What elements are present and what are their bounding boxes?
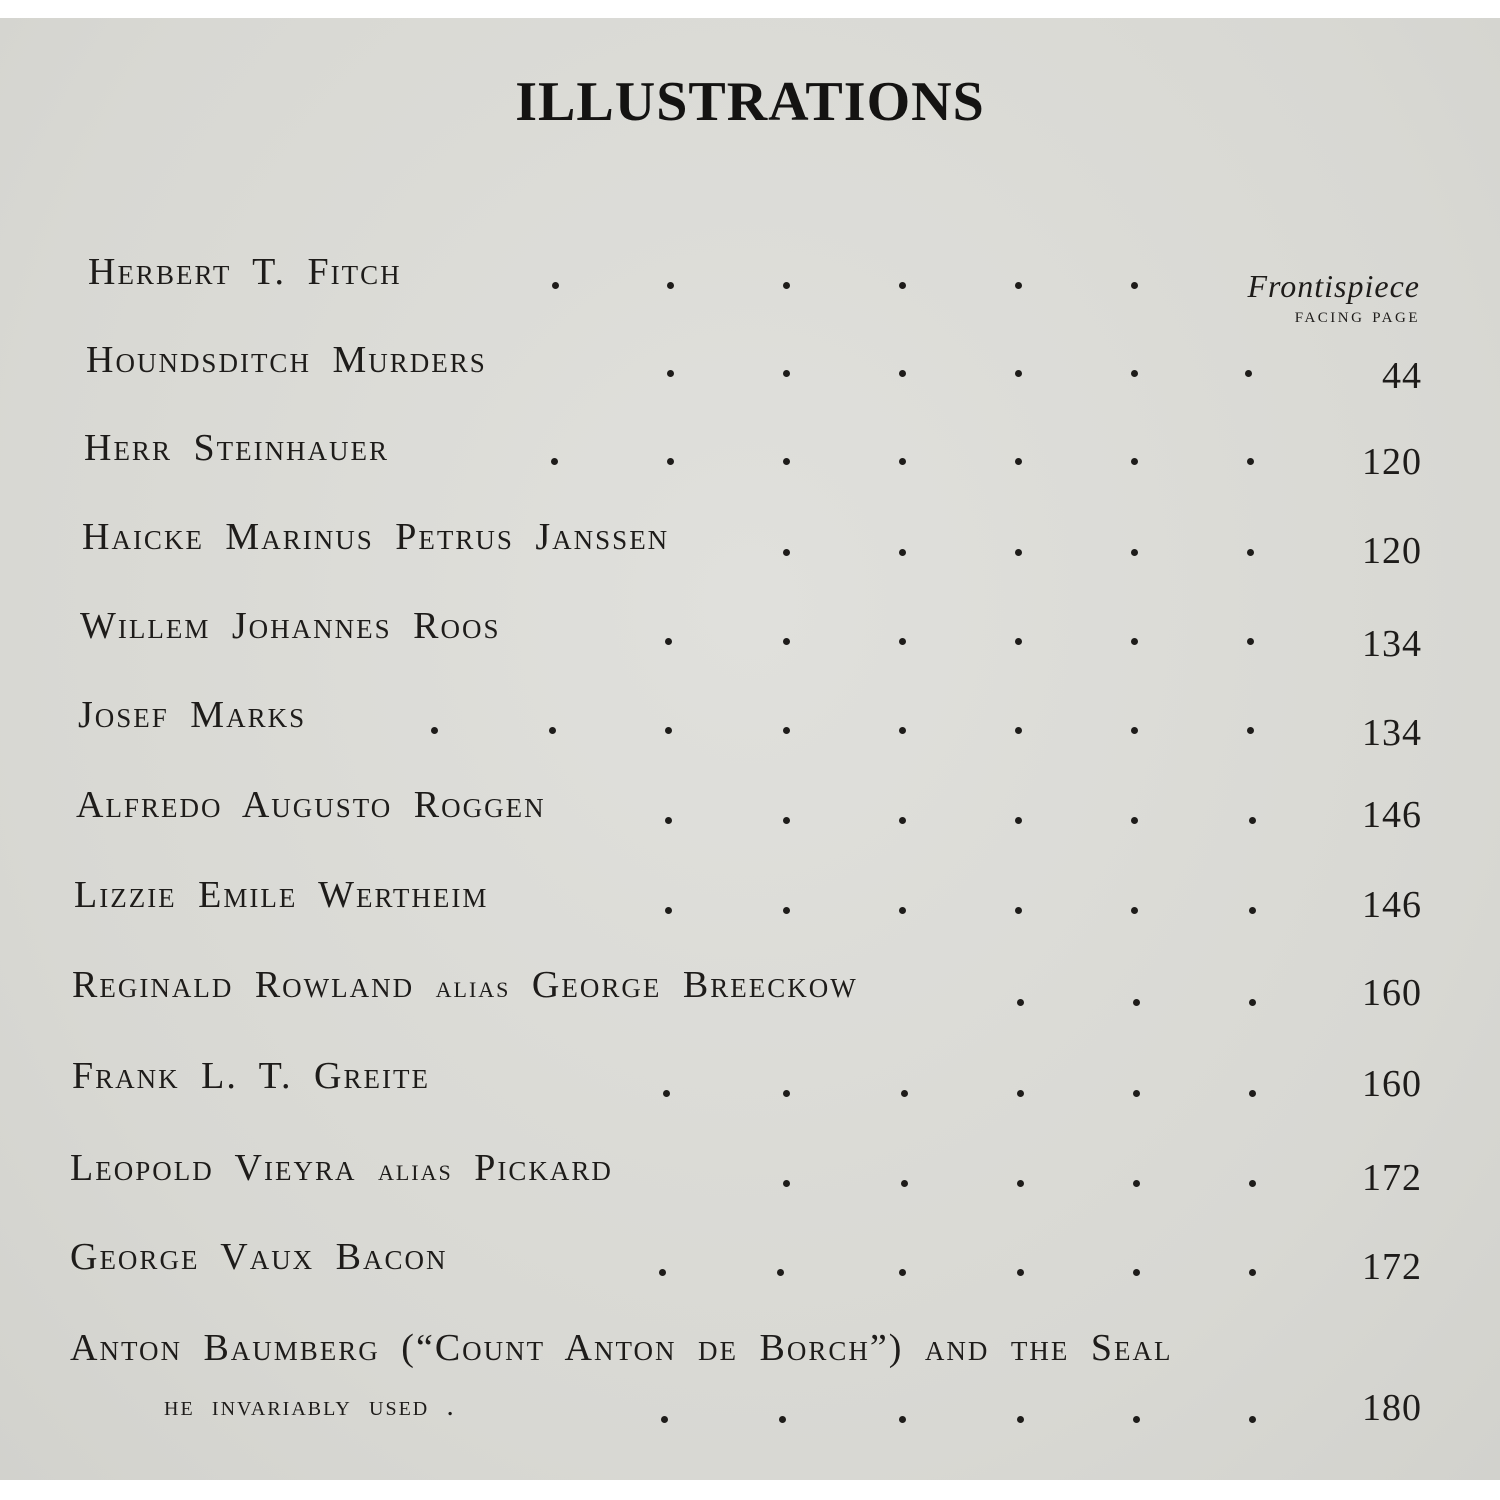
leader-dot bbox=[1133, 1416, 1140, 1423]
entry-page: 172 bbox=[1362, 1157, 1422, 1199]
leader-dot bbox=[899, 727, 906, 734]
leader-dot bbox=[1015, 370, 1022, 377]
entry-page: 146 bbox=[1362, 884, 1422, 926]
leader-dot bbox=[1133, 1090, 1140, 1097]
list-item bbox=[0, 693, 1500, 753]
illustrations-page bbox=[0, 18, 1500, 1480]
list-item bbox=[0, 338, 1500, 398]
entry-name-part: Leopold Vieyra bbox=[70, 1147, 357, 1189]
leader-dot bbox=[1249, 999, 1256, 1006]
list-item bbox=[0, 963, 1500, 1023]
leader-dot bbox=[1131, 549, 1138, 556]
entry-name: Houndsditch Murders bbox=[86, 339, 487, 381]
leader-dot bbox=[1131, 458, 1138, 465]
leader-dot bbox=[1249, 1180, 1256, 1187]
leader-dot bbox=[1249, 1269, 1256, 1276]
leader-dot bbox=[1015, 458, 1022, 465]
entry-page: 120 bbox=[1362, 441, 1422, 483]
leader-dot bbox=[1017, 1269, 1024, 1276]
entry-name bbox=[70, 1146, 613, 1190]
leader-dot bbox=[899, 1269, 906, 1276]
entry-page: 180 bbox=[1362, 1387, 1422, 1429]
leader-dot bbox=[1017, 1090, 1024, 1097]
leader-dot bbox=[1015, 727, 1022, 734]
entry-name: Lizzie Emile Wertheim bbox=[74, 874, 489, 916]
leader-dot bbox=[552, 282, 559, 289]
leader-dot bbox=[661, 1416, 668, 1423]
leader-dot bbox=[1247, 458, 1254, 465]
leader-dot bbox=[665, 817, 672, 824]
leader-dot bbox=[551, 458, 558, 465]
leader-dot bbox=[783, 549, 790, 556]
list-item bbox=[0, 250, 1500, 310]
leader-dot bbox=[899, 370, 906, 377]
entry-page: 120 bbox=[1362, 530, 1422, 572]
list-item bbox=[0, 783, 1500, 843]
leader-dot bbox=[665, 907, 672, 914]
leader-dot bbox=[1249, 907, 1256, 914]
alias-word: alias bbox=[435, 968, 511, 1004]
entry-name: George Vaux Bacon bbox=[70, 1236, 448, 1278]
leader-dot bbox=[1249, 817, 1256, 824]
leader-dot bbox=[1131, 907, 1138, 914]
leader-dot bbox=[783, 907, 790, 914]
leader-dot bbox=[783, 282, 790, 289]
leader-dot bbox=[1245, 370, 1252, 377]
page-title: ILLUSTRATIONS bbox=[515, 71, 985, 133]
list-item bbox=[0, 1235, 1500, 1295]
leader-dot bbox=[1249, 1416, 1256, 1423]
leader-dot bbox=[667, 370, 674, 377]
leader-dot bbox=[663, 1090, 670, 1097]
leader-dot bbox=[1017, 1416, 1024, 1423]
list-item bbox=[0, 873, 1500, 933]
leader-dot bbox=[899, 638, 906, 645]
leader-dot bbox=[1247, 638, 1254, 645]
leader-dot bbox=[667, 458, 674, 465]
entry-name: Haicke Marinus Petrus Janssen bbox=[82, 516, 670, 558]
leader-dot bbox=[1017, 999, 1024, 1006]
entry-name bbox=[72, 963, 858, 1007]
leader-dot bbox=[1131, 638, 1138, 645]
leader-dot bbox=[1015, 817, 1022, 824]
leader-dot bbox=[1015, 638, 1022, 645]
entry-page: 134 bbox=[1362, 712, 1422, 754]
entry-page: Frontispiece bbox=[1247, 268, 1420, 304]
leader-dot bbox=[1015, 907, 1022, 914]
leader-dot bbox=[1249, 1090, 1256, 1097]
entry-page: 160 bbox=[1362, 972, 1422, 1014]
leader-dot bbox=[899, 458, 906, 465]
list-item bbox=[0, 1054, 1500, 1114]
leader-dot bbox=[1247, 549, 1254, 556]
leader-dot bbox=[1133, 999, 1140, 1006]
leader-dot bbox=[665, 638, 672, 645]
leader-dot bbox=[899, 907, 906, 914]
entry-page: 146 bbox=[1362, 794, 1422, 836]
leader-dot bbox=[667, 282, 674, 289]
entry-page: 160 bbox=[1362, 1063, 1422, 1105]
leader-dot bbox=[783, 370, 790, 377]
leader-dot bbox=[431, 727, 438, 734]
leader-dot bbox=[783, 638, 790, 645]
list-item bbox=[0, 1146, 1500, 1206]
leader-dot bbox=[899, 817, 906, 824]
list-item bbox=[0, 1326, 1500, 1436]
leader-dot bbox=[783, 727, 790, 734]
leader-dot bbox=[1017, 1180, 1024, 1187]
leader-dot bbox=[783, 1090, 790, 1097]
leader-dot bbox=[899, 282, 906, 289]
entry-name: Willem Johannes Roos bbox=[80, 605, 501, 647]
entry-name-part: George Breeckow bbox=[531, 964, 858, 1006]
entry-page: 134 bbox=[1362, 623, 1422, 665]
entry-name: Josef Marks bbox=[78, 694, 307, 736]
leader-dot bbox=[1131, 817, 1138, 824]
leader-dot bbox=[901, 1090, 908, 1097]
leader-dot bbox=[1015, 282, 1022, 289]
entry-name: Herr Steinhauer bbox=[84, 427, 390, 469]
leader-dot bbox=[665, 727, 672, 734]
entry-name-part: Pickard bbox=[474, 1147, 613, 1189]
leader-dot bbox=[783, 817, 790, 824]
leader-dot bbox=[783, 1180, 790, 1187]
facing-page-label: facing page bbox=[1294, 303, 1420, 327]
leader-dot bbox=[1131, 370, 1138, 377]
list-item bbox=[0, 515, 1500, 575]
leader-dot bbox=[1133, 1180, 1140, 1187]
leader-dot bbox=[783, 458, 790, 465]
leader-dot bbox=[899, 1416, 906, 1423]
leader-dot bbox=[779, 1416, 786, 1423]
entry-name-part: Reginald Rowland bbox=[72, 964, 415, 1006]
entry-name-continuation: he invariably used . bbox=[164, 1390, 456, 1422]
leader-dot bbox=[899, 549, 906, 556]
list-item bbox=[0, 604, 1500, 664]
entry-name: Alfredo Augusto Roggen bbox=[76, 784, 546, 826]
leader-dot bbox=[549, 727, 556, 734]
leader-dot bbox=[1015, 549, 1022, 556]
entry-page: 44 bbox=[1382, 355, 1422, 397]
leader-dot bbox=[777, 1269, 784, 1276]
leader-dot bbox=[1131, 727, 1138, 734]
leader-dot bbox=[659, 1269, 666, 1276]
leader-dot bbox=[901, 1180, 908, 1187]
list-item bbox=[0, 426, 1500, 486]
leader-dot bbox=[1131, 282, 1138, 289]
entry-page: 172 bbox=[1362, 1246, 1422, 1288]
leader-dot bbox=[1133, 1269, 1140, 1276]
alias-word: alias bbox=[377, 1151, 453, 1187]
entry-name: Herbert T. Fitch bbox=[88, 251, 402, 293]
entry-name: Anton Baumberg (“Count Anton de Borch”) and the Seal bbox=[70, 1327, 1173, 1369]
entry-name: Frank L. T. Greite bbox=[72, 1055, 430, 1097]
leader-dot bbox=[1247, 727, 1254, 734]
